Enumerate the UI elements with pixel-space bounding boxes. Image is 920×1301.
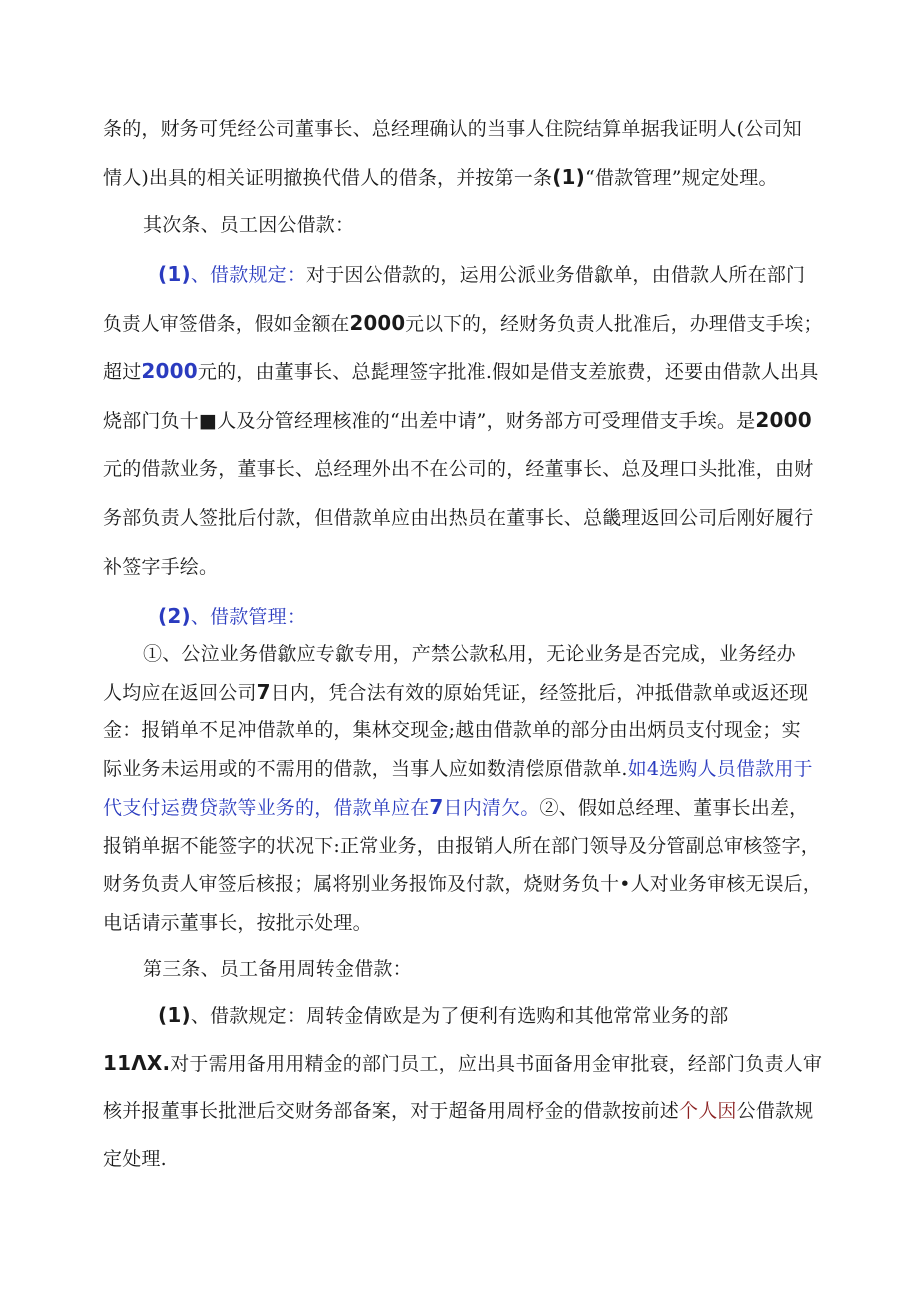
text-segment: (1): [158, 262, 191, 286]
text-segment: 电话请示董事长，按批示处理。: [103, 912, 372, 934]
text-segment: 2000: [755, 408, 812, 432]
text-line: [103, 795, 808, 820]
text-segment: 、借款规定：周转金倩欧是为了便利有选购和其他常常业务的部: [190, 1005, 729, 1027]
text-segment: 日内清欠。: [443, 797, 540, 819]
text-segment: 人均应在返回公司: [103, 682, 257, 704]
text-segment: 代支付运费贷款等业务的，借款单应在: [103, 797, 430, 819]
text-line: [103, 1051, 822, 1076]
text-segment: 条的，财务可凭经公司董事长、总经理确认的当事人住院结算单据我证明人(公司知: [103, 118, 802, 140]
text-segment: 金：报销单不足冲借款单的，集林交现金;越由借款单的部分由出炳员支付现金；实: [103, 719, 801, 741]
text-line: [103, 311, 822, 336]
text-segment: 第三条、员工备用周转金借款：: [143, 958, 412, 980]
text-line: [103, 911, 372, 935]
text-segment: (2): [158, 604, 191, 628]
text-line: [158, 262, 805, 287]
text-segment: 元以下的，经财务负责人批准后，办理借支手埃；: [405, 313, 823, 335]
text-segment: 个人因: [679, 1100, 737, 1122]
text-line: [103, 457, 813, 481]
text-segment: 财务负责人审签后核报；属将别业务报饰及付款，烧财务负十•人对业务审核无误后，: [103, 873, 822, 895]
text-segment: 际业务未运用或的不需用的借款，当事人应如数清偿原借款单.: [103, 758, 628, 780]
text-segment: 负责人审签借条，假如金额在: [103, 313, 350, 335]
text-segment: ①、公泣业务借歙应专歙专用，产禁公款私用，无论业务是否完成，业务经办: [143, 643, 796, 665]
text-segment: 其次条、员工因公借款：: [143, 214, 355, 236]
text-segment: 11ΛX.: [103, 1051, 171, 1075]
text-line: [143, 957, 412, 981]
text-line: [103, 680, 808, 705]
text-segment: 补签字手绘。: [103, 556, 219, 578]
text-line: [158, 1003, 728, 1028]
text-line: [143, 213, 354, 237]
text-segment: 7: [429, 795, 444, 819]
text-segment: 对于因公借款的，运用公派业务借歙单，由借款人所在部门: [306, 264, 806, 286]
text-segment: 元的，由董事长、总髭理签字批准.假如是借支差旅费，还要由借款人出具: [197, 361, 819, 383]
text-segment: 、借款管理：: [190, 606, 307, 628]
text-segment: 对于需用备用用精金的部门员工，应出具书面备用金审批衰，经部门负责人审: [170, 1053, 823, 1075]
text-segment: 定处理.: [103, 1148, 167, 1170]
text-segment: 7: [256, 680, 271, 704]
text-segment: ②、假如总经理、董事长出差，: [539, 797, 809, 819]
text-segment: “借款管理”规定处理。: [585, 167, 778, 189]
text-line: [103, 872, 822, 896]
text-segment: 如4选购人员借款用于: [627, 758, 813, 780]
text-line: [103, 718, 801, 742]
text-segment: (1): [552, 165, 586, 189]
text-line: [103, 1147, 167, 1171]
text-segment: 超过: [103, 361, 142, 383]
text-line: [158, 604, 306, 629]
text-line: [103, 165, 778, 190]
text-segment: 核并报董事长批泄后交财务部备案，对于超备用周杼金的借款按前述: [103, 1100, 680, 1122]
text-segment: 情人)出具的相关证明撤换代借人的借条，并按第一条: [103, 167, 553, 189]
text-line: [103, 117, 802, 141]
text-line: [103, 757, 813, 781]
text-segment: 日内，凭合法有效的原始凭证，经签批后，冲抵借款单或返还现: [270, 682, 809, 704]
text-line: [103, 1099, 813, 1123]
text-segment: 、借款规定：: [190, 264, 307, 286]
text-segment: 元的借款业务，董事长、总经理外出不在公司的，经董事长、总及理口头批准，由财: [103, 458, 814, 480]
text-line: [103, 408, 812, 433]
text-line: [103, 834, 820, 858]
text-segment: 2000: [349, 311, 406, 335]
text-line: [103, 555, 218, 579]
text-segment: (1): [158, 1003, 191, 1027]
text-line: [103, 506, 813, 530]
text-segment: 2000: [141, 359, 198, 383]
text-segment: 公借款规: [736, 1100, 814, 1122]
text-line: [103, 359, 819, 384]
text-segment: 报销单据不能签字的状况下:正常业务，由报销人所在部门领导及分管副总审核签字，: [103, 835, 821, 857]
text-segment: 务部负责人签批后付款，但借款单应由出热员在董事长、总畿理返回公司后刚好履行: [103, 507, 814, 529]
text-line: [143, 642, 796, 666]
text-segment: 烧部门负十■人及分管经理核准的“出差中请”，财务部方可受理借支手埃。是: [103, 410, 756, 432]
